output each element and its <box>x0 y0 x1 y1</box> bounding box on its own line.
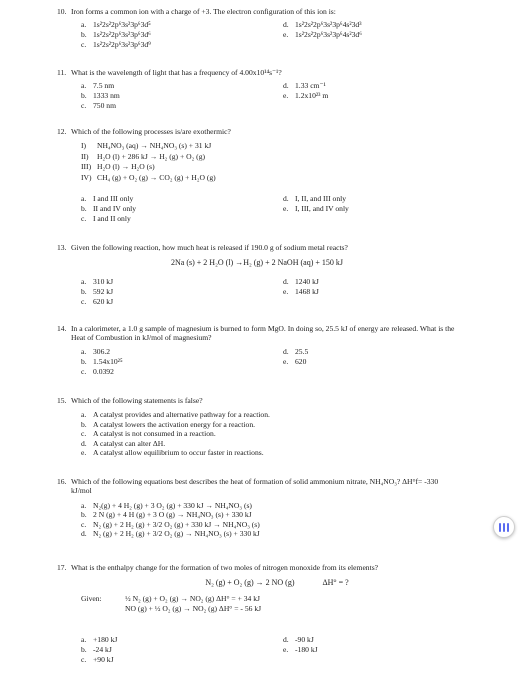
target-enthalpy: ΔH° = ? <box>322 578 349 588</box>
given-equation: ½ N₂ (g) + O₂ (g) → NO₂ (g) ΔH° = + 34 kJ <box>125 594 261 603</box>
option-d: d. 1.33 cm⁻¹ <box>283 81 326 91</box>
option-d: d. 1240 kJ <box>283 277 319 286</box>
question-text: What is the wavelength of light that has a frequency of 4.00x10¹⁴s⁻¹? <box>71 68 282 77</box>
question-11 <box>57 68 457 112</box>
option-c: c. 0.0392 <box>81 366 114 376</box>
question-text: In a calorimeter, a 1.0 g sample of magnesium is burned to form MgO. In doing so, 25.5 kJ of energy are released. What is the Heat of Combustion in kJ/mol of magnesium? <box>71 324 455 343</box>
question-text: What is the enthalpy change for the formation of two moles of nitrogen monoxide from its elements? <box>71 563 379 572</box>
option-a: a. A catalyst provides and alternative pathway for a reaction. <box>81 410 270 420</box>
option-d: d. A catalyst can alter ΔH. <box>81 438 166 448</box>
option-d: d. 1s²2s²2p⁶3s²3p⁶4s²3d³ <box>283 20 362 30</box>
option-e: e. 1.2x10²³ m <box>283 91 329 101</box>
question-number: 11. <box>57 68 67 77</box>
question-text: Which of the following equations best describes the heat of formation of solid ammonium nitrate, NH₄NO₃? ΔH°f= -330 kJ/mol <box>71 477 439 496</box>
option-e: e. 620 <box>283 356 307 366</box>
vertical-bars-icon <box>498 523 510 532</box>
option-b: b. II and IV only <box>81 204 137 214</box>
option-e: e. I, III, and IV only <box>283 204 349 214</box>
target-equation: N₂ (g) + O₂ (g) → 2 NO (g) <box>205 578 295 588</box>
option-b: b. 2 N (g) + 4 H (g) + 3 O (g) → NH₄NO₃ (s) + 330 kJ <box>81 510 252 519</box>
process-item: II) H₂O (l) + 286 kJ → H₂ (g) + O₂ (g) <box>81 151 206 161</box>
question-14 <box>57 324 457 378</box>
option-a: a. 1s²2s²2p⁶3s²3p⁶3d⁵ <box>81 20 151 30</box>
question-13 <box>57 243 457 308</box>
question-16 <box>57 477 457 539</box>
question-17 <box>57 563 457 666</box>
option-a: a. I and III only <box>81 194 134 204</box>
question-number: 12. <box>57 127 67 136</box>
question-text: Which of the following statements is false? <box>71 396 203 405</box>
option-a: a. 310 kJ <box>81 277 114 286</box>
option-e: e. -180 kJ <box>283 644 318 654</box>
option-d: d. -90 kJ <box>283 634 314 644</box>
option-b: b. -24 kJ <box>81 644 112 654</box>
question-12 <box>57 127 457 225</box>
question-10 <box>57 7 457 51</box>
option-b: b. 1.54x10²⁵ <box>81 356 123 366</box>
given-equation: NO (g) + ½ O₂ (g) → NO₂ (g) ΔH° = - 56 kJ <box>125 604 262 614</box>
process-item: III) H₂O (l) → H₂O (s) <box>81 162 155 172</box>
question-text: Given the following reaction, how much heat is released if 190.0 g of sodium metal reacts? <box>71 243 348 252</box>
question-number: 10. <box>57 7 67 16</box>
option-a: a. 7.5 nm <box>81 81 115 91</box>
question-text: Iron forms a common ion with a charge of +3. The electron configuration of this ion is: <box>71 7 336 16</box>
question-15 <box>57 396 457 458</box>
option-a: a. 306.2 <box>81 346 111 356</box>
option-c: c. A catalyst is not consumed in a reaction. <box>81 429 216 439</box>
option-e: e. 1468 kJ <box>283 287 319 296</box>
option-b: b. 592 kJ <box>81 287 114 296</box>
option-b: b. A catalyst lowers the activation energy for a reaction. <box>81 419 256 429</box>
reaction-equation: 2Na (s) + 2 H₂O (l) →H₂ (g) + 2 NaOH (aq) + 150 kJ <box>171 258 343 268</box>
question-number: 16. <box>57 477 67 486</box>
question-number: 15. <box>57 396 67 405</box>
option-c: c. 620 kJ <box>81 297 114 306</box>
option-c: c. 1s²2s²2p⁶3s²3p⁶3d⁹ <box>81 40 151 50</box>
option-d: d. I, II, and III only <box>283 194 347 204</box>
question-text: Which of the following processes is/are exothermic? <box>71 127 231 136</box>
scroll-menu-button[interactable] <box>493 516 515 538</box>
option-b: b. 1333 nm <box>81 91 120 101</box>
option-d: d. N₂ (g) + 2 H₂ (g) + 3/2 O₂ (g) → NH₄NO₃ (s) + 330 kJ <box>81 529 260 538</box>
reaction-equation <box>97 578 457 588</box>
option-a: a. +180 kJ <box>81 634 118 644</box>
option-c: c. +90 kJ <box>81 654 114 664</box>
option-c: c. 750 nm <box>81 101 116 111</box>
process-item: IV) CH₄ (g) + O₂ (g) → CO₂ (g) + H₂O (g) <box>81 172 216 182</box>
option-b: b. 1s²2s²2p⁶3s²3p⁶3d⁶ <box>81 30 151 40</box>
process-item: I) NH₄NO₃ (aq) → NH₄NO₃ (s) + 31 kJ <box>81 141 212 151</box>
option-c: c. I and II only <box>81 214 131 224</box>
question-number: 17. <box>57 563 67 572</box>
given-equations <box>81 594 457 615</box>
question-number: 14. <box>57 324 67 333</box>
question-number: 13. <box>57 243 67 252</box>
option-c: c. N₂ (g) + 2 H₂ (g) + 3/2 O₂ (g) + 330 kJ → NH₄NO₃ (s) <box>81 519 260 529</box>
option-a: a. N₂(g) + 4 H₂ (g) + 3 O₂ (g) + 330 kJ → NH₄NO₃ (s) <box>81 500 252 510</box>
given-label: Given: <box>81 594 102 603</box>
option-e: e. 1s²2s²2p⁶3s²3p⁶4s²3d⁶ <box>283 30 362 40</box>
option-e: e. A catalyst allow equilibrium to occur faster in reactions. <box>81 448 264 458</box>
option-d: d. 25.5 <box>283 346 309 356</box>
